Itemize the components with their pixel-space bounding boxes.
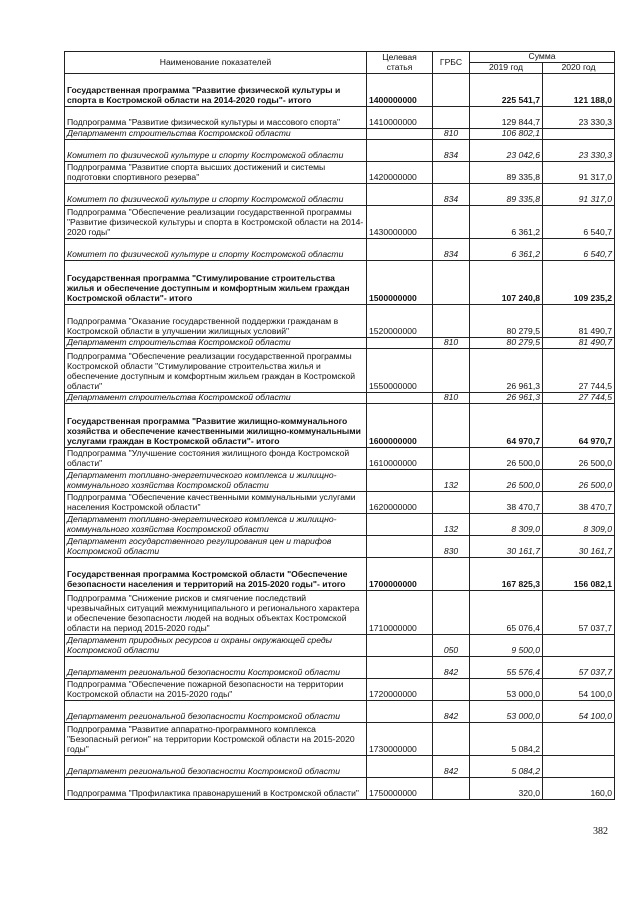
- row-name: Департамент строительства Костромской области: [65, 338, 367, 349]
- row-code: [367, 657, 433, 679]
- row-name: Департамент природных ресурсов и охраны окружающей среды Костромской области: [65, 635, 367, 657]
- row-code: 1410000000: [367, 107, 433, 129]
- table-row: [65, 184, 615, 206]
- table-row: [65, 657, 615, 679]
- row-code: [367, 239, 433, 261]
- row-grbs: [433, 349, 470, 393]
- row-value-2020: 109 235,2: [543, 261, 615, 305]
- row-grbs: [433, 558, 470, 591]
- row-code: 1610000000: [367, 448, 433, 470]
- row-value-2020: 156 082,1: [543, 558, 615, 591]
- row-value-2020: 23 330,3: [543, 140, 615, 162]
- row-value-2019: 23 042,6: [470, 140, 543, 162]
- row-name: Комитет по физической культуре и спорту Костромской области: [65, 140, 367, 162]
- row-value-2019: 9 500,0: [470, 635, 543, 657]
- row-grbs: [433, 162, 470, 184]
- row-value-2019: 89 335,8: [470, 162, 543, 184]
- row-name: Комитет по физической культуре и спорту Костромской области: [65, 239, 367, 261]
- budget-table: [64, 51, 615, 800]
- table-row: [65, 558, 615, 591]
- table-row: [65, 305, 615, 338]
- row-name: Подпрограмма "Обеспечение реализации государственной программы Костромской области "Стимулирование строительства жилья и обеспечение доступным и комфортным жильем граждан в Костромской области": [65, 349, 367, 393]
- table-row: [65, 536, 615, 558]
- page-number: 382: [593, 826, 608, 837]
- row-grbs: 132: [433, 514, 470, 536]
- header-grbs: ГРБС: [433, 52, 470, 74]
- table-row: [65, 239, 615, 261]
- row-code: 1400000000: [367, 74, 433, 107]
- row-name: Подпрограмма "Улучшение состояния жилищного фонда Костромской области": [65, 448, 367, 470]
- row-name: Подпрограмма "Обеспечение качественными коммунальными услугами населения Костромской области": [65, 492, 367, 514]
- header-2019: 2019 год: [470, 63, 543, 74]
- table-row: [65, 206, 615, 239]
- row-value-2019: 167 825,3: [470, 558, 543, 591]
- row-name: Государственная программа "Развитие физической культуры и спорта в Костромской области на 2014-2020 годы"- итого: [65, 74, 367, 107]
- row-grbs: 810: [433, 393, 470, 404]
- table-row: [65, 162, 615, 184]
- table-row: [65, 591, 615, 635]
- row-name: Государственная программа Костромской области "Обеспечение безопасности населения и территорий на 2015-2020 годы"- итого: [65, 558, 367, 591]
- row-name: Государственная программа "Стимулирование строительства жилья и обеспечение доступным и комфортным жильем граждан Костромской области"- итого: [65, 261, 367, 305]
- row-value-2019: 38 470,7: [470, 492, 543, 514]
- table-row: [65, 635, 615, 657]
- row-value-2019: 30 161,7: [470, 536, 543, 558]
- row-grbs: [433, 305, 470, 338]
- header-2020: 2020 год: [543, 63, 615, 74]
- header-sum: Сумма: [470, 52, 615, 63]
- row-name: Подпрограмма "Развитие аппаратно-программного комплекса "Безопасный регион" на территории Костромской области на 2015-2020 годы": [65, 723, 367, 756]
- row-value-2019: 129 844,7: [470, 107, 543, 129]
- row-grbs: 834: [433, 184, 470, 206]
- row-grbs: 842: [433, 756, 470, 778]
- row-name: Подпрограмма "Снижение рисков и смягчение последствий чрезвычайных ситуаций межмуниципального и регионального характера и обеспечение безопасности людей на водных объектах Костромской области на период 2015-2020 годы": [65, 591, 367, 635]
- row-code: [367, 184, 433, 206]
- row-name: Подпрограмма "Развитие спорта высших достижений и системы подготовки спортивного резерва": [65, 162, 367, 184]
- table-row: [65, 393, 615, 404]
- row-value-2019: 5 084,2: [470, 723, 543, 756]
- table-row: [65, 107, 615, 129]
- row-grbs: [433, 107, 470, 129]
- row-value-2019: 6 361,2: [470, 239, 543, 261]
- row-value-2020: [543, 129, 615, 140]
- row-value-2020: 57 037,7: [543, 657, 615, 679]
- row-name: Департамент строительства Костромской области: [65, 393, 367, 404]
- row-value-2019: 26 961,3: [470, 393, 543, 404]
- row-value-2020: 81 490,7: [543, 338, 615, 349]
- row-value-2020: 91 317,0: [543, 162, 615, 184]
- row-code: 1750000000: [367, 778, 433, 800]
- row-value-2019: 64 970,7: [470, 404, 543, 448]
- row-value-2020: 26 500,0: [543, 448, 615, 470]
- row-value-2019: 6 361,2: [470, 206, 543, 239]
- row-name: Департамент топливно-энергетического комплекса и жилищно-коммунального хозяйства Костромской области: [65, 470, 367, 492]
- row-code: 1720000000: [367, 679, 433, 701]
- row-code: [367, 756, 433, 778]
- row-code: 1520000000: [367, 305, 433, 338]
- row-value-2020: [543, 635, 615, 657]
- row-value-2020: 8 309,0: [543, 514, 615, 536]
- row-value-2020: 6 540,7: [543, 206, 615, 239]
- row-value-2020: 6 540,7: [543, 239, 615, 261]
- header-name: Наименование показателей: [65, 52, 367, 74]
- row-value-2020: 26 500,0: [543, 470, 615, 492]
- row-value-2020: 160,0: [543, 778, 615, 800]
- row-value-2019: 26 961,3: [470, 349, 543, 393]
- row-value-2019: 106 802,1: [470, 129, 543, 140]
- row-value-2020: 64 970,7: [543, 404, 615, 448]
- table-row: [65, 756, 615, 778]
- row-value-2020: [543, 756, 615, 778]
- table-row: [65, 723, 615, 756]
- row-name: Комитет по физической культуре и спорту Костромской области: [65, 184, 367, 206]
- row-grbs: [433, 679, 470, 701]
- row-value-2020: 121 188,0: [543, 74, 615, 107]
- table-row: [65, 470, 615, 492]
- row-value-2019: 26 500,0: [470, 448, 543, 470]
- row-code: 1710000000: [367, 591, 433, 635]
- row-code: 1430000000: [367, 206, 433, 239]
- row-code: 1700000000: [367, 558, 433, 591]
- table-row: [65, 679, 615, 701]
- row-value-2020: 27 744,5: [543, 349, 615, 393]
- table-row: [65, 778, 615, 800]
- row-name: Подпрограмма "Оказание государственной поддержки гражданам в Костромской области в улучшении жилищных условий": [65, 305, 367, 338]
- row-value-2020: 23 330,3: [543, 107, 615, 129]
- row-name: Департамент региональной безопасности Костромской области: [65, 701, 367, 723]
- row-value-2020: 57 037,7: [543, 591, 615, 635]
- row-value-2020: 91 317,0: [543, 184, 615, 206]
- row-code: 1730000000: [367, 723, 433, 756]
- row-value-2019: 65 076,4: [470, 591, 543, 635]
- row-name: Департамент государственного регулирования цен и тарифов Костромской области: [65, 536, 367, 558]
- row-grbs: [433, 591, 470, 635]
- row-code: 1500000000: [367, 261, 433, 305]
- row-value-2019: 320,0: [470, 778, 543, 800]
- row-code: [367, 701, 433, 723]
- row-grbs: 810: [433, 129, 470, 140]
- row-grbs: [433, 404, 470, 448]
- row-grbs: [433, 723, 470, 756]
- table-row: [65, 514, 615, 536]
- row-grbs: 050: [433, 635, 470, 657]
- row-value-2019: 26 500,0: [470, 470, 543, 492]
- table-row: [65, 140, 615, 162]
- row-value-2019: 8 309,0: [470, 514, 543, 536]
- table-row: [65, 349, 615, 393]
- header-target-article: Целевая статья: [367, 52, 433, 74]
- row-value-2019: 53 000,0: [470, 679, 543, 701]
- row-name: Департамент региональной безопасности Костромской области: [65, 657, 367, 679]
- row-grbs: 842: [433, 657, 470, 679]
- row-code: [367, 393, 433, 404]
- table-row: [65, 701, 615, 723]
- row-code: [367, 338, 433, 349]
- row-grbs: [433, 448, 470, 470]
- row-value-2019: 53 000,0: [470, 701, 543, 723]
- row-value-2019: 55 576,4: [470, 657, 543, 679]
- row-grbs: [433, 778, 470, 800]
- table-row: [65, 74, 615, 107]
- table-row: [65, 448, 615, 470]
- row-grbs: 810: [433, 338, 470, 349]
- row-name: Подпрограмма "Развитие физической культуры и массового спорта": [65, 107, 367, 129]
- row-code: 1620000000: [367, 492, 433, 514]
- row-value-2020: 54 100,0: [543, 679, 615, 701]
- table-row: [65, 338, 615, 349]
- row-code: 1550000000: [367, 349, 433, 393]
- row-name: Подпрограмма "Обеспечение реализации государственной программы "Развитие физической культуры и спорта в Костромской области на 2014-2020 годы": [65, 206, 367, 239]
- row-code: 1600000000: [367, 404, 433, 448]
- row-value-2020: 38 470,7: [543, 492, 615, 514]
- row-grbs: 132: [433, 470, 470, 492]
- row-code: [367, 140, 433, 162]
- table-row: [65, 261, 615, 305]
- row-value-2019: 107 240,8: [470, 261, 543, 305]
- row-value-2019: 80 279,5: [470, 305, 543, 338]
- row-name: Департамент региональной безопасности Костромской области: [65, 756, 367, 778]
- row-grbs: [433, 206, 470, 239]
- row-name: Подпрограмма "Обеспечение пожарной безопасности на территории Костромской области на 2015-2020 годы": [65, 679, 367, 701]
- row-code: [367, 536, 433, 558]
- row-grbs: 842: [433, 701, 470, 723]
- row-code: [367, 470, 433, 492]
- row-name: Департамент топливно-энергетического комплекса и жилищно-коммунального хозяйства Костромской области: [65, 514, 367, 536]
- table-row: [65, 129, 615, 140]
- row-value-2020: 30 161,7: [543, 536, 615, 558]
- row-grbs: 834: [433, 239, 470, 261]
- row-value-2019: 5 084,2: [470, 756, 543, 778]
- row-name: Подпрограмма "Профилактика правонарушений в Костромской области": [65, 778, 367, 800]
- row-value-2020: 54 100,0: [543, 701, 615, 723]
- row-grbs: 830: [433, 536, 470, 558]
- row-value-2019: 80 279,5: [470, 338, 543, 349]
- table-row: [65, 492, 615, 514]
- row-value-2020: [543, 723, 615, 756]
- row-name: Департамент строительства Костромской области: [65, 129, 367, 140]
- row-code: 1420000000: [367, 162, 433, 184]
- row-code: [367, 514, 433, 536]
- row-value-2020: 81 490,7: [543, 305, 615, 338]
- row-value-2019: 225 541,7: [470, 74, 543, 107]
- row-code: [367, 635, 433, 657]
- row-value-2019: 89 335,8: [470, 184, 543, 206]
- row-code: [367, 129, 433, 140]
- row-name: Государственная программа "Развитие жилищно-коммунального хозяйства и обеспечение качественными жилищно-коммунальными услугами граждан в Костромской области"- итого: [65, 404, 367, 448]
- table-body: [65, 74, 615, 800]
- row-grbs: 834: [433, 140, 470, 162]
- row-grbs: [433, 492, 470, 514]
- row-grbs: [433, 261, 470, 305]
- table-row: [65, 404, 615, 448]
- row-grbs: [433, 74, 470, 107]
- row-value-2020: 27 744,5: [543, 393, 615, 404]
